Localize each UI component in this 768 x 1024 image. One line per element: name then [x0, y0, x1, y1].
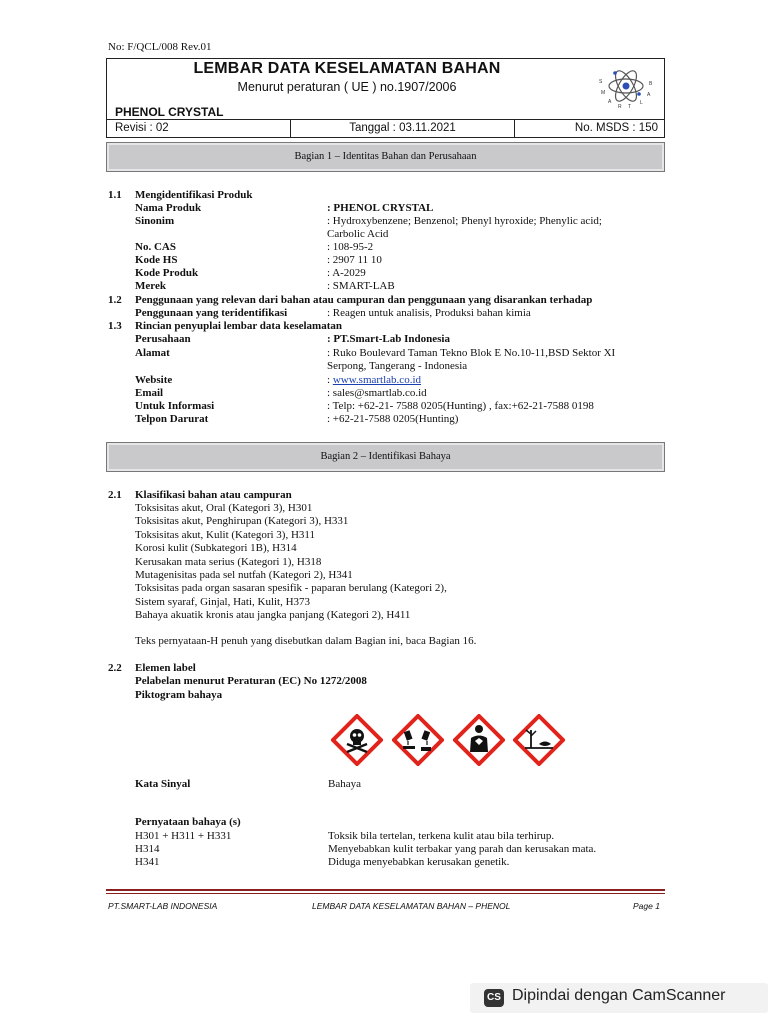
svg-text:T: T — [628, 104, 632, 110]
labelling-regulation: Pelabelan menurut Peraturan (EC) No 1272/2008 — [135, 675, 367, 687]
camscanner-label: Dipindai dengan CamScanner — [512, 987, 726, 1004]
website-link[interactable]: www.smartlab.co.id — [332, 374, 421, 386]
synonym-value-cont: Carbolic Acid — [327, 228, 389, 240]
pictogram-title: Piktogram bahaya — [135, 689, 223, 701]
emergency-value: : +62-21-7588 0205(Hunting) — [327, 413, 459, 425]
section-1-2-title: Penggunaan yang relevan dari bahan atau campuran dan penggunaan yang disarankan terhadap — [135, 294, 593, 306]
classification-item: Toksisitas akut, Penghirupan (Kategori 3), H331 — [135, 515, 349, 527]
svg-text:S: S — [599, 79, 603, 85]
classification-item: Mutagenisitas pada sel nutfah (Kategori 2), H341 — [135, 569, 353, 581]
footer-company: PT.SMART-LAB INDONESIA — [108, 901, 218, 911]
document-number: No: F/QCL/008 Rev.01 — [108, 41, 212, 53]
hs-code-value: : 2907 11 10 — [327, 254, 382, 266]
footer-rule-thin — [106, 893, 665, 894]
product-code-label: Kode Produk — [135, 267, 199, 279]
cas-label: No. CAS — [135, 241, 176, 253]
product-code-value: : A-2029 — [327, 267, 366, 279]
classification-item: Kerusakan mata serius (Kategori 1), H318 — [135, 556, 322, 568]
camscanner-watermark — [470, 983, 768, 1013]
signal-word-label: Kata Sinyal — [135, 778, 191, 790]
brand-value: : SMART-LAB — [327, 280, 395, 292]
product-name-label: Nama Produk — [135, 202, 202, 214]
svg-text:L: L — [640, 100, 643, 106]
document-header — [106, 58, 665, 138]
hazard-statements-title: Pernyataan bahaya (s) — [135, 816, 241, 828]
environment-hazard-icon — [513, 714, 565, 766]
section-1-2-number: 1.2 — [108, 294, 122, 306]
h-statement-note: Teks pernyataan-H penuh yang disebutkan dalam Bagian ini, baca Bagian 16. — [135, 635, 477, 647]
section-1-1-number: 1.1 — [108, 189, 122, 201]
section-1-3-number: 1.3 — [108, 320, 122, 332]
classification-item: Toksisitas akut, Kulit (Kategori 3), H311 — [135, 529, 315, 541]
synonym-label: Sinonim — [135, 215, 175, 227]
camscanner-icon: CS — [484, 989, 504, 1007]
revision-number: Revisi : 02 — [107, 119, 291, 138]
address-value: : Ruko Boulevard Taman Tekno Blok E No.10-11,BSD Sektor XI — [327, 347, 616, 359]
synonym-value: : Hydroxybenzene; Benzenol; Phenyl hyroxide; Phenylic acid; — [327, 215, 602, 227]
hazard-code: H314 — [135, 843, 160, 855]
emergency-label: Telpon Darurat — [135, 413, 209, 425]
hazard-text: Toksik bila tertelan, terkena kulit atau bila terhirup. — [328, 830, 555, 842]
email-value: : sales@smartlab.co.id — [327, 387, 427, 399]
section-2-heading: Bagian 2 – Identifikasi Bahaya — [106, 442, 665, 472]
svg-text:A: A — [647, 92, 651, 98]
svg-text:M: M — [601, 90, 606, 96]
footer-rule — [106, 889, 665, 891]
cas-value: : 108-95-2 — [327, 241, 374, 253]
svg-text:B: B — [649, 81, 653, 87]
company-value: : PT.Smart-Lab Indonesia — [327, 333, 450, 345]
classification-item: Korosi kulit (Subkategori 1B), H314 — [135, 542, 297, 554]
product-name-header: PHENOL CRYSTAL — [115, 105, 224, 119]
classification-item: Toksisitas akut, Oral (Kategori 3), H301 — [135, 502, 313, 514]
hazard-text: Menyebabkan kulit terbakar yang parah dan kerusakan mata. — [328, 843, 597, 855]
health-hazard-icon — [453, 714, 505, 766]
brand-label: Merek — [135, 280, 166, 292]
skull-crossbones-icon — [331, 714, 383, 766]
section-2-1-title: Klasifikasi bahan atau campuran — [135, 489, 292, 501]
identified-use-label: Penggunaan yang teridentifikasi — [135, 307, 288, 319]
info-label: Untuk Informasi — [135, 400, 215, 412]
company-label: Perusahaan — [135, 333, 191, 345]
classification-item: Bahaya akuatik kronis atau jangka panjang (Kategori 2), H411 — [135, 609, 411, 621]
svg-text:A: A — [608, 99, 612, 105]
document-subtitle: Menurut peraturan ( UE ) no.1907/2006 — [237, 80, 457, 94]
msds-number: No. MSDS : 150 — [574, 122, 658, 134]
address-label: Alamat — [135, 347, 170, 359]
hazard-code: H341 — [135, 856, 160, 868]
hazard-code: H301 + H311 + H331 — [135, 830, 232, 842]
email-label: Email — [135, 387, 164, 399]
website-value — [327, 374, 421, 387]
identified-use-value: : Reagen untuk analisis, Produksi bahan kimia — [327, 307, 531, 319]
section-1-heading: Bagian 1 – Identitas Bahan dan Perusahaan — [106, 142, 665, 172]
document-title: LEMBAR DATA KESELAMATAN BAHAN — [193, 60, 501, 77]
signal-word-value: Bahaya — [328, 778, 361, 790]
section-1-1-title: Mengidentifikasi Produk — [135, 189, 253, 201]
footer-page-number: Page 1 — [633, 901, 660, 911]
section-2-2-title: Elemen label — [135, 662, 196, 674]
info-value: : Telp: +62-21- 7588 0205(Hunting) , fax:+62-21-7588 0198 — [327, 400, 594, 412]
revision-date: Tanggal : 03.11.2021 — [291, 119, 515, 138]
classification-item: Toksisitas pada organ sasaran spesifik - paparan berulang (Kategori 2), — [135, 582, 447, 594]
website-colon: : — [327, 374, 333, 386]
address-value-cont: Serpong, Tangerang - Indonesia — [327, 360, 468, 372]
hs-code-label: Kode HS — [135, 254, 178, 266]
section-2-2-number: 2.2 — [108, 662, 122, 674]
svg-text:R: R — [618, 104, 622, 110]
footer-doc-title: LEMBAR DATA KESELAMATAN BAHAN – PHENOL — [312, 901, 511, 911]
product-name-value: : PHENOL CRYSTAL — [327, 202, 434, 214]
classification-item: Sistem syaraf, Ginjal, Hati, Kulit, H373 — [135, 596, 311, 608]
hazard-text: Diduga menyebabkan kerusakan genetik. — [328, 856, 510, 868]
smart-lab-logo — [595, 61, 657, 115]
section-1-3-title: Rincian penyuplai lembar data keselamatan — [135, 320, 342, 332]
website-label: Website — [135, 374, 173, 386]
section-2-1-number: 2.1 — [108, 489, 122, 501]
corrosion-icon — [392, 714, 444, 766]
